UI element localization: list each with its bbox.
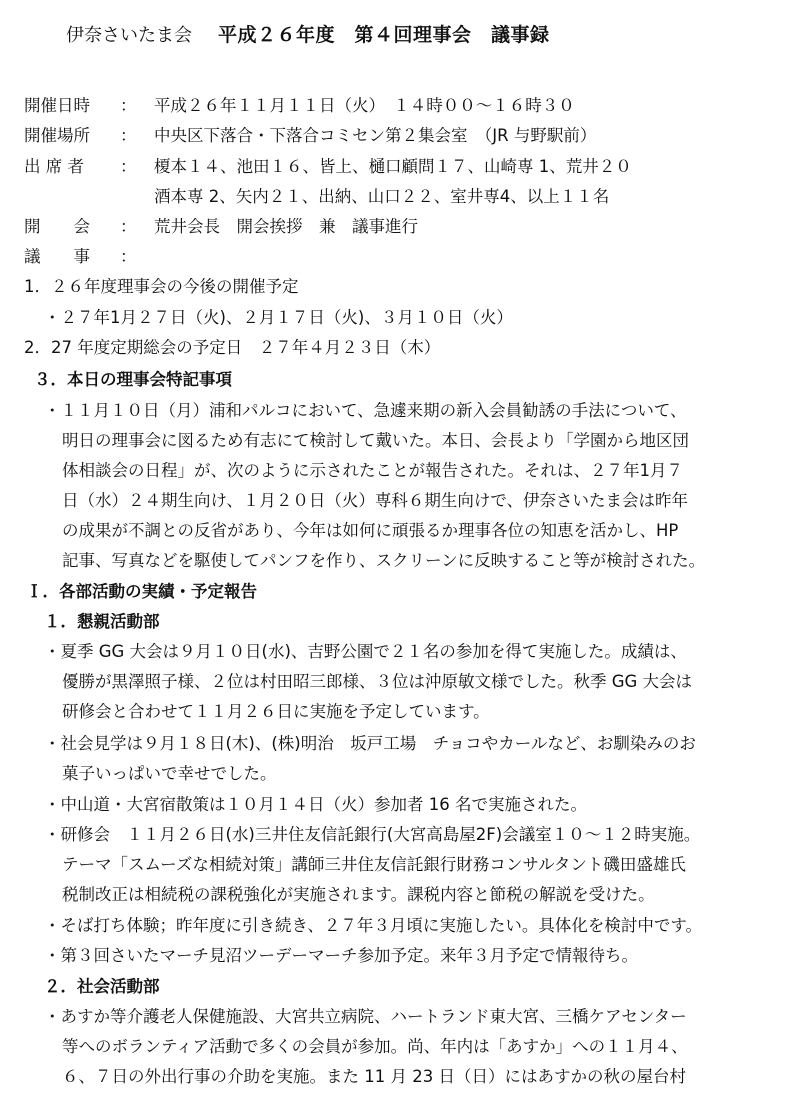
meeting-place-row: [24, 124, 596, 148]
factory-tour-line-2: 菓子いっぱいで幸せでした。: [62, 764, 277, 783]
gg-tournament-line-3: 研修会と合わせて１１月２６日に実施を予定しています。: [62, 702, 490, 721]
agenda-item-1-dates: ・２７年1月２７日（火)、２月１７日（火)、３月１０日（火）: [44, 308, 513, 327]
agenda-row: [24, 245, 154, 269]
special-notes-line-6: 記事、写真などを駆使してパンフを作り、スクリーンに反映すること等が検討された。: [62, 551, 706, 570]
datetime-value: 平成２６年１１月１１日（火） １４時００～１６時３０: [154, 96, 575, 115]
agenda-label: 議 事: [24, 247, 90, 266]
colon: ：: [120, 217, 137, 236]
attendees-value-1: 榎本１４、池田１６、皆上、樋口顧問１７、山崎専 1、荒井２０: [154, 157, 632, 176]
colon: ：: [120, 96, 137, 115]
gg-tournament-line-1: ・夏季 GG 大会は９月１０日(水)、吉野公園で２１名の参加を得て実施した。成績は、: [44, 642, 687, 661]
document-title: [66, 20, 550, 47]
meeting-datetime-row: [24, 94, 575, 118]
open-label: 開 会: [24, 217, 90, 236]
special-notes-line-1: ・１１月１０日（月）浦和パルコにおいて、急遽来期の新入会員勧誘の手法について、: [44, 401, 687, 420]
organization-name: 伊奈さいたま会: [66, 25, 192, 46]
place-label: 開催場所: [24, 126, 90, 145]
gg-tournament-line-2: 優勝が黒澤照子様、２位は村田昭三郎様、３位は沖原敏文様でした。秋季 GG 大会は: [62, 672, 693, 691]
seminar-line-2: テーマ「スムーズな相続対策」講師三井住友信託銀行財務コンサルタント磯田盛雄氏: [62, 855, 686, 874]
attendees-row: [24, 155, 632, 179]
seminar-line-1: ・研修会 １１月２６日(水)三井住友信託銀行(大宮高島屋2F)会議室１０～１２時実施。: [44, 825, 701, 844]
colon: ：: [120, 247, 137, 266]
volunteer-line-2: 等へのボランティア活動で多くの会員が参加。尚、年内は「あすか」への１１月４、: [62, 1037, 688, 1056]
special-notes-line-2: 明日の理事会に図るため有志にて検討して戴いた。本日、会長より「学園から地区団: [62, 431, 689, 450]
agenda-item-3-heading: ３．本日の理事会特記事項: [34, 370, 232, 389]
special-notes-line-4: 日（水）２４期生向け、１月２０日（火）専科６期生向けで、伊奈さいたま会は昨年: [62, 491, 689, 510]
agenda-item-1: 1．２６年度理事会の今後の開催予定: [24, 277, 299, 296]
subsection-social-activities-heading: １．懇親活動部: [44, 612, 160, 631]
subsection-community-activities-heading: ２．社会活動部: [44, 977, 160, 996]
agenda-item-2: 2．27 年度定期総会の予定日 ２７年４月２３日（木）: [24, 338, 441, 357]
place-value: 中央区下落合・下落合コミセン第２集会室 （JR 与野駅前）: [154, 126, 597, 145]
open-value: 荒井会長 開会挨拶 兼 議事進行: [154, 217, 418, 236]
special-notes-line-3: 体相談会の日程」が、次のように示されたことが報告された。それは、２７年1月７: [62, 461, 683, 480]
attendees-label: 出 席 者: [24, 157, 84, 176]
factory-tour-line-1: ・社会見学は９月１８日(木)、(株)明治 坂戸工場 チョコやカールなど、お馴染みのお: [44, 734, 696, 753]
nakasendo-walk-line: ・中山道・大宮宿散策は１０月１４日（火）参加者 16 名で実施された。: [44, 795, 587, 814]
volunteer-line-3: ６、７日の外出行事の介助を実施。また 11 月 23 日（日）にはあすかの秋の屋台村: [62, 1067, 686, 1086]
special-notes-line-5: の成果が不調との反省があり、今年は如何に頑張るか理事各位の知恵を活かし、HP: [62, 521, 679, 540]
attendees-value-2: 酒本専 2、矢内２１、出納、山口２２、室井専4、以上１１名: [154, 187, 610, 206]
minutes-title: 平成２６年度 第４回理事会 議事録: [218, 24, 550, 46]
march-event-line: ・第３回さいたマーチ見沼ツーデーマーチ参加予定。来年３月予定で情報待ち。: [44, 946, 638, 965]
soba-making-line: ・そば打ち体験；昨年度に引き続き、２７年３月頃に実施したい。具体化を検討中です。: [44, 916, 703, 935]
datetime-label: 開催日時: [24, 96, 90, 115]
colon: ：: [120, 157, 137, 176]
meeting-open-row: [24, 215, 418, 239]
section-1-heading: Ｉ．各部活動の実績・予定報告: [26, 582, 257, 601]
seminar-line-3: 税制改正は相続税の課税強化が実施されます。課税内容と節税の解説を受けた。: [62, 885, 655, 904]
colon: ：: [120, 126, 137, 145]
volunteer-line-1: ・あすか等介護老人保健施設、大宮共立病院、ハートランド東大宮、三橋ケアセンター: [44, 1007, 687, 1026]
